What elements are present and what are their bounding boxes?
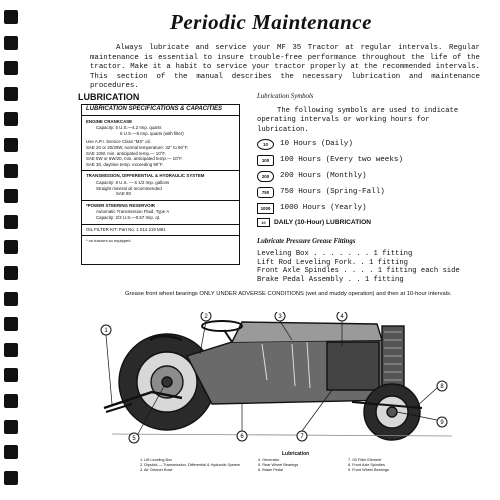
figure-legend [140,458,440,473]
callout-2 [200,312,211,354]
sae-line-4: SAE 30, daytime temp. exceeding 90°F. [86,161,164,167]
page-title: Periodic Maintenance [170,10,372,34]
symbol-label: 200 Hours (Monthly) [280,172,367,180]
binding-hole [4,368,18,382]
svg-text:9: 9 [440,420,444,426]
hood [232,322,382,342]
spec-divider [82,235,239,236]
binding-hole [4,189,18,203]
power-steering-section [86,203,235,221]
binding-hole [4,343,18,357]
binding-hole [4,112,18,126]
legend-item: 6. Brake Pedal [258,468,283,472]
steering-wheel [202,321,242,331]
interval-200-icon: 200 [257,171,274,182]
grease-row [257,267,489,276]
svg-text:4: 4 [340,314,344,320]
power-steering-fluid: Automatic Transmission Fluid, Type A [96,209,170,215]
legend-item: 1. Lift Leveling Box [140,458,173,462]
engine-heading: ENGINE CRANKCASE [86,118,133,124]
sae-line-1: SAE 20 or 20/20W, normal temperature: 32° to 90°F. [86,144,189,150]
binding-hole [4,215,18,229]
grease-part: Front Axle Spindles . . . . [257,267,374,276]
interval-10-icon: 10 [257,218,270,227]
tractor-illustration [92,312,486,444]
grease-row [257,259,489,268]
grille [382,326,404,388]
spec-box-title: LUBRICATION SPECIFICATIONS & CAPACITIES [82,107,239,116]
symbols-heading: Lubrication Symbols [257,93,314,100]
front-bearing-note: Grease front wheel bearings ONLY UNDER ADVERSE CONDITIONS (wet and muddy operation) and then at 10-hour intervals. [125,291,452,297]
spec-footnote: * on tractors so equipped [86,238,131,244]
binding-hole [4,36,18,50]
spec-box [81,104,240,265]
symbol-row [257,184,485,200]
legend-title: Lubrication [282,451,310,457]
svg-text:3: 3 [278,314,282,320]
binding-hole [4,138,18,152]
callout-1 [101,325,112,404]
grease-count: 1 fitting [373,250,413,258]
daily-lubrication [257,218,371,227]
grease-count: 1 fitting [364,275,404,284]
binding-hole [4,471,18,485]
lubrication-heading: LUBRICATION [78,92,140,102]
intro-text: Always lubricate and service your MF 35 Tractor at regular intervals. Regular maintenance is essential to insure trouble-free performance throughout the life of the tractor. Make it a habit to service your tractor properly at the recommended intervals. This section of the manual describes the necessary lubrication and maintenance procedures. [90,44,480,91]
svg-text:5: 5 [132,436,136,442]
sae-line-3: SAE 5W or 5W/20, min. anticipated temp.— 10°F. [86,156,183,162]
grease-heading: Lubricate Pressure Grease Fittings [257,238,356,245]
legend-item: 2. Dipstick — Transmission, Differential & Hydraulic System [140,463,241,467]
binding-hole [4,266,18,280]
engine-block [327,342,379,390]
grease-count: 1 fitting [369,258,408,267]
transmission-capacity: Capacity: 8 U.S. — 6 1/2 Imp. gallons [96,179,170,185]
grease-part: Leveling Box . . . . . . . [257,250,370,258]
spec-divider [82,200,239,201]
symbol-row [257,168,485,184]
oil-filter-kit: OIL FILTER KIT: Part No. 1 014 219 M91 [86,226,166,232]
symbol-label: 1000 Hours (Yearly) [280,204,367,212]
callout-8 [417,381,447,406]
intro-paragraph [90,44,480,92]
binding-hole [4,61,18,75]
power-steering-capacity: Capacity: 2/3 U.S.—0.57 Imp. qt. [96,214,161,220]
spec-divider [82,170,239,171]
symbol-row [257,136,485,152]
engine-capacity-1: Capacity: 5 U.S.—4.2 Imp. quarts [96,125,162,131]
legend-item: 9. Front Wheel Bearings [348,468,389,472]
daily-lubrication-label: DAILY (10-Hour) LUBRICATION [274,219,371,226]
binding-hole [4,164,18,178]
engine-section [86,119,235,137]
interval-1000-icon: 1000 [257,203,274,214]
legend-item: 8. Front Axle Spindles [348,463,385,467]
legend-item: 5. Rear Wheel Bearings [258,463,299,467]
symbols-intro [257,107,485,135]
transmission-section [86,173,235,196]
symbol-label: 100 Hours (Every two weeks) [280,156,404,164]
engine-capacity-2: 6 U.S.—5 Imp. quarts (with filter) [120,130,184,136]
sae-line-2: SAE 10W, min. anticipated temp.— 10°F. [86,150,166,156]
interval-100-icon: 100 [257,155,274,166]
svg-text:6: 6 [240,434,244,440]
interval-750-icon: 750 [257,187,274,198]
transmission-heading: TRANSMISSION, DIFFERENTIAL & HYDRAULIC SYSTEM [86,173,205,179]
svg-text:7: 7 [300,434,304,440]
symbol-label: 10 Hours (Daily) [280,140,353,148]
legend-item: 4. Generator [258,458,280,462]
svg-text:2: 2 [204,314,208,320]
svg-text:8: 8 [440,384,444,390]
binding-hole [4,87,18,101]
oil-grade-section [86,139,235,167]
transmission-sae: SAE 80 [116,191,131,197]
grease-part: Brake Pedal Assembly . . [257,275,361,284]
legend-item: 3. Air Cleaner Bowl [140,468,173,472]
grease-row [257,250,489,259]
transmission-oil: Straight mineral oil recommended [96,185,162,191]
symbols-intro-text: The following symbols are used to indicate operating intervals or working hours for lubrication. [257,107,459,134]
symbol-label: 750 Hours (Spring-Fall) [280,188,385,196]
symbols-list [257,136,485,216]
grease-row [257,276,489,285]
binding-hole [4,420,18,434]
callout-6 [237,404,247,441]
symbol-row [257,152,485,168]
symbol-row [257,200,485,216]
binding-hole [4,445,18,459]
api-class: Use A.P.I. Service Class "MS" oil. [86,139,151,145]
grease-fittings-list [257,250,489,284]
grease-part: Lift Rod Leveling Fork. . [257,258,365,267]
svg-text:1: 1 [104,328,108,334]
binding-strip [0,0,22,500]
power-steering-heading: *POWER STEERING RESERVOIR [86,202,155,208]
binding-hole [4,317,18,331]
binding-hole [4,10,18,24]
grease-count: 1 fitting each side [377,267,460,276]
binding-hole [4,394,18,408]
binding-hole [4,292,18,306]
spec-divider [82,224,239,225]
binding-hole [4,240,18,254]
interval-10-icon: 10 [257,139,274,150]
legend-item: 7. Oil Filter Element [348,458,382,462]
